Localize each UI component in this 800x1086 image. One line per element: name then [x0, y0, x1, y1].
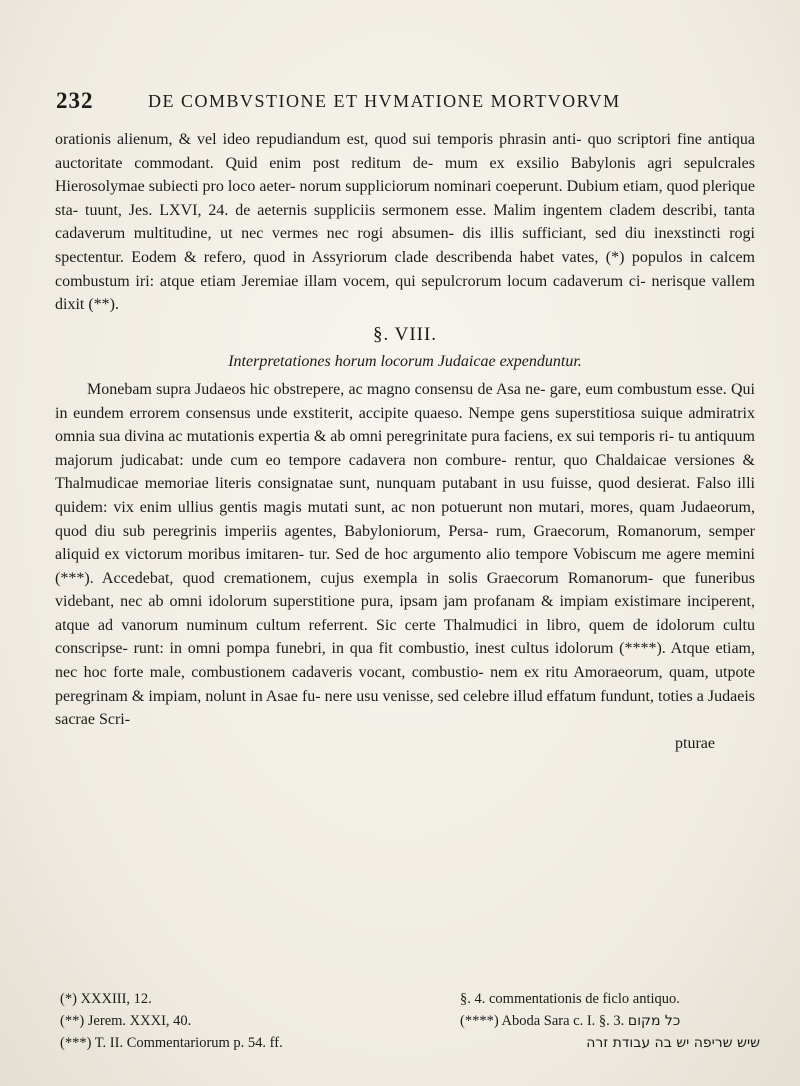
section-number: §. VIII. — [372, 323, 438, 345]
footnotes-right-column — [460, 988, 760, 1054]
footnote-4-hebrew-start: כל מקום — [627, 1013, 681, 1029]
paragraph-2: Monebam supra Judaeos hic obstrepere, ac magno consensu de Asa ne- gare, eum combustum esse. Qui in eundem errorem consensus unde exstiterit, accipite quaeso. Nempe gens superstitiosa suique admiratrix omnia sua divina ac mutationis expertia & ab omni peregrinitate pura faciens, ex sui temporis ri- tu antiquum majorum judicabat: unde cum eo tempore cadavera non combure- rentur, quo Chaldaicae versiones & Thalmudicae memoriae literis consignatae sunt, nunquam putabant in usu fuisse, quod desierat. Falso illi quidem: vix enim ullius gentis magis mutati sunt, ac non potuerunt non mutari, mores, quam Judaeorum, quod diu sub peregrinis imperiis agentes, Babyloniorum, Persa- rum, Graecorum, Romanorum, semper aliquid ex victorum moribus imitaren- tur. Sed de hoc argumento alio tempore Vobiscum me agere memini (***). Accedebat, quod cremationem, cujus exempla in solis Graecorum Romanorum- que funeribus videbant, nec ab omni idolorum superstitione pura, ipsam jam profanam & impiam existimare inciperent, atque ad vanorum numinum cultum referrent. Sic certe Thalmudici in libro, quem de idolorum cultu conscripse- runt: in omni pompa funebri, in qua fit combustio, inest cultus idolorum (****). Atque etiam, nec hoc forte male, combustionem cadaveris vocant, combustio- nem ex ritu Amoraeorum, quam, utpote peregrinam & impiam, nolunt in Asae fu- nere usu venisse, sed celebre illud effatum fundunt, toties a Judaeis sacrae Scri- — [55, 380, 755, 729]
catchword: pturae — [675, 734, 715, 752]
footnotes-left-column — [60, 988, 390, 1054]
main-text — [55, 128, 755, 755]
running-head — [56, 88, 756, 120]
footnote-1: (*) XXXIII, 12. — [60, 991, 152, 1007]
paragraph-1: orationis alienum, & vel ideo repudiandum est, quod sui temporis phrasin anti- quo scriptori fine antiqua auctoritate commodant. Quid enim post reditum de- mum ex exsilio Babylonis agri sepulcrales Hierosolymae subiecti pro loco aeter- norum suppliciorum nominari coeperunt. Dubium etiam, quod plerique sta- tuunt, Jes. LXVI, 24. de aeternis suppliciis sermonem esse. Malim ingentem cladem describi, tanta cadaverum multitudine, ut nec vermes nec rogi absumen- dis illis sufficiant, sed diu inexstincti rogi spectentur. Eodem & refero, quod in Assyriorum clade describenda habet vates, (*) populos in calcem combustum iri: atque etiam Jeremiae illam vocem, qui sepulcrorum locum cadaverum ci- nerisque vallem dixit (**). — [55, 131, 755, 314]
page-number: 232 — [56, 88, 94, 113]
footnote-3-continued: §. 4. commentationis de ficlo antiquo. — [460, 991, 680, 1007]
running-title: DE COMBVSTIONE ET HVMATIONE MORTVORVM — [148, 91, 621, 111]
footnote-4-hebrew-quote: שיש שריפה יש בה עבודת זרה — [586, 1035, 760, 1051]
footnote-3: (***) T. II. Commentariorum p. 54. ff. — [60, 1035, 283, 1051]
footnote-4 — [460, 1010, 760, 1032]
footnote-4-reference: (****) Aboda Sara c. I. §. 3. — [460, 1013, 625, 1029]
section-title: Interpretationes horum locorum Judaicae expenduntur. — [228, 353, 582, 371]
footnote-2: (**) Jerem. XXXI, 40. — [60, 1013, 192, 1029]
